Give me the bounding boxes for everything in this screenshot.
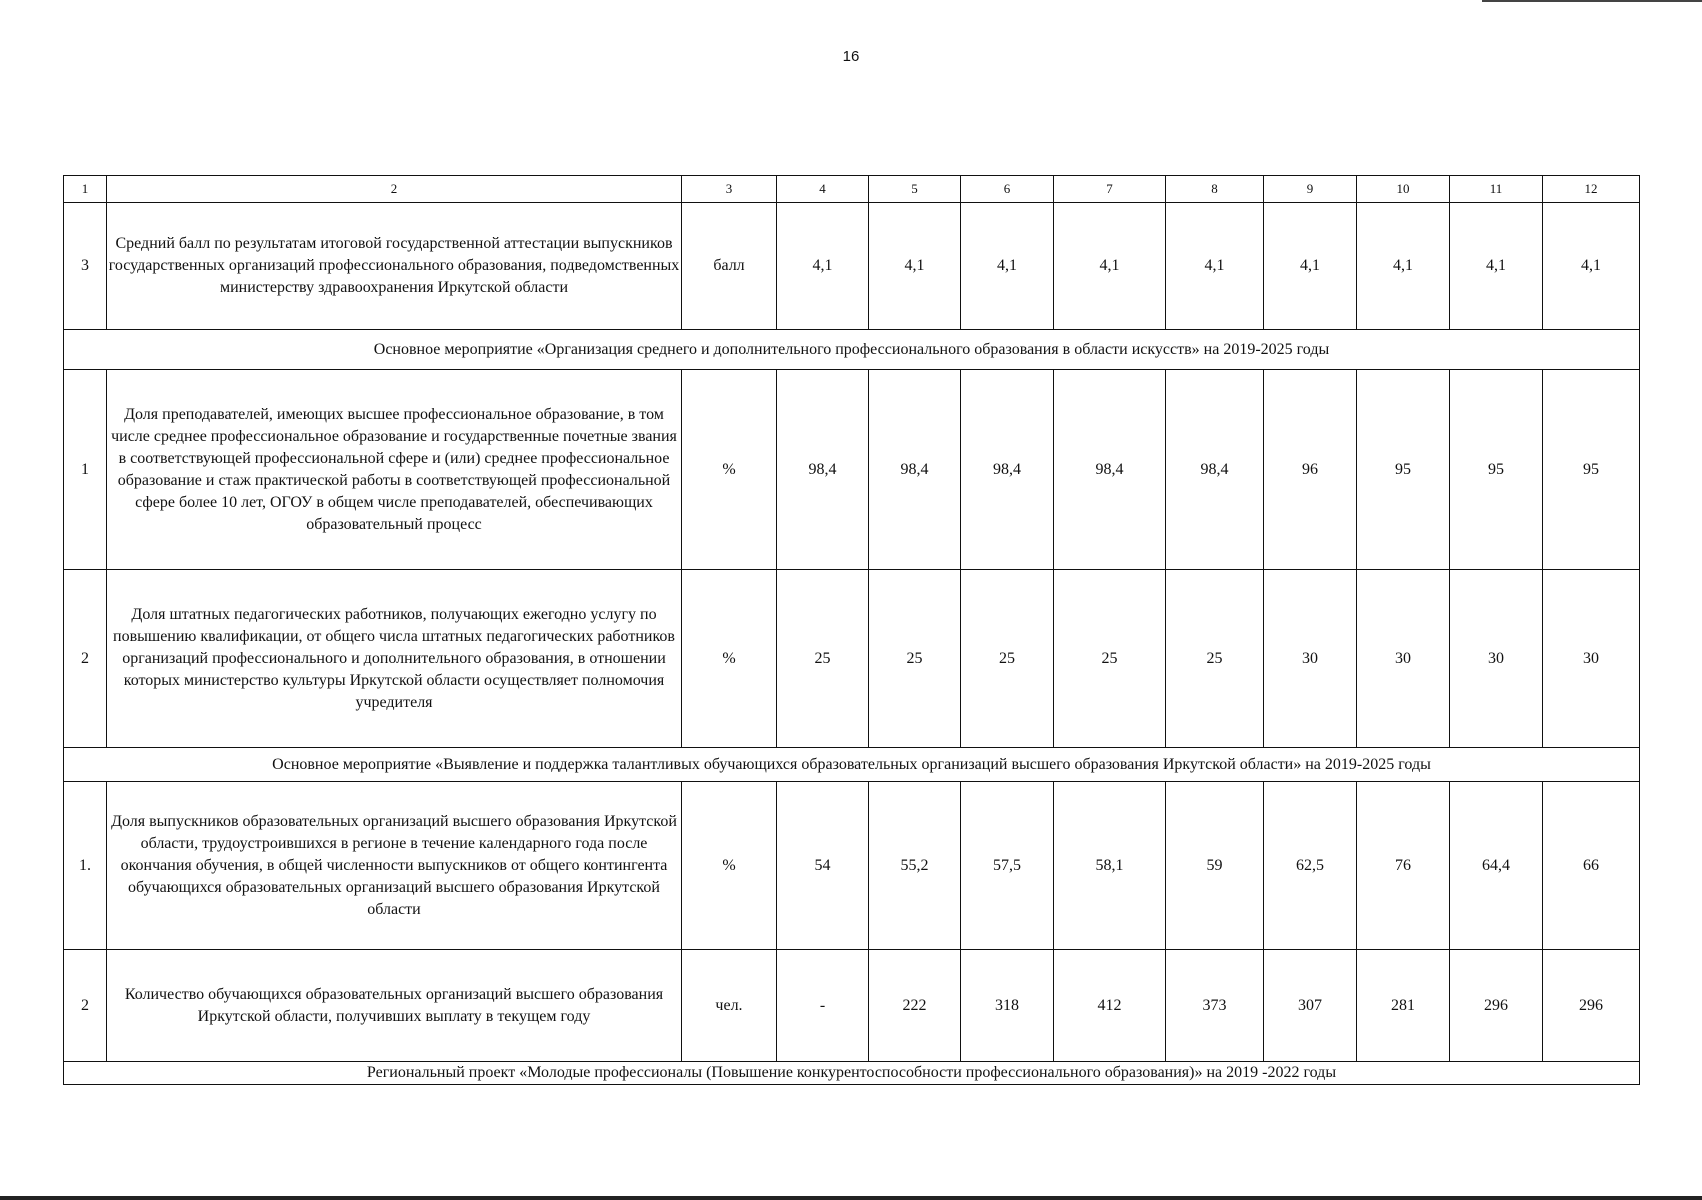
value-cell: 30 [1357, 570, 1450, 748]
value-cell: 54 [777, 782, 869, 950]
header-cell: 11 [1450, 176, 1543, 203]
value-cell: 98,4 [1054, 370, 1166, 570]
row-number: 2 [64, 570, 107, 748]
value-cell: 98,4 [869, 370, 961, 570]
value-cell: 296 [1450, 950, 1543, 1062]
header-cell: 7 [1054, 176, 1166, 203]
indicator-description: Доля выпускников образовательных организаций высшего образования Иркутской области, трудоустроившихся в регионе в течение календарного года после окончания обучения, в общей численности выпускников от общего контингента обучающихся образовательных организаций высшего образования Иркутской области [107, 782, 682, 950]
table-row [64, 782, 1640, 950]
value-cell: 4,1 [1450, 203, 1543, 330]
unit-cell: % [682, 570, 777, 748]
value-cell: 25 [1054, 570, 1166, 748]
header-cell: 9 [1264, 176, 1357, 203]
value-cell: 222 [869, 950, 961, 1062]
table-body [64, 176, 1640, 1085]
value-cell: 76 [1357, 782, 1450, 950]
header-cell: 1 [64, 176, 107, 203]
value-cell: 95 [1450, 370, 1543, 570]
value-cell: 59 [1166, 782, 1264, 950]
table-row [64, 370, 1640, 570]
unit-cell: чел. [682, 950, 777, 1062]
section-row [64, 748, 1640, 782]
header-cell: 6 [961, 176, 1054, 203]
bottom-rule [0, 1196, 1702, 1200]
value-cell: 4,1 [1543, 203, 1640, 330]
indicators-table [63, 175, 1640, 1085]
indicator-description: Доля преподавателей, имеющих высшее профессиональное образование, в том числе среднее профессиональное образование и государственные почетные звания в соответствующей профессиональной сфере и (или) среднее профессиональное образование и стаж практической работы в соответствующей профессиональной сфере более 10 лет, ОГОУ в общем числе преподавателей, обеспечивающих образовательный процесс [107, 370, 682, 570]
value-cell: 95 [1357, 370, 1450, 570]
section-row [64, 330, 1640, 370]
value-cell: - [777, 950, 869, 1062]
header-cell: 8 [1166, 176, 1264, 203]
value-cell: 55,2 [869, 782, 961, 950]
unit-cell: % [682, 370, 777, 570]
header-cell: 12 [1543, 176, 1640, 203]
value-cell: 57,5 [961, 782, 1054, 950]
value-cell: 373 [1166, 950, 1264, 1062]
indicator-description: Доля штатных педагогических работников, получающих ежегодно услугу по повышению квалификации, от общего числа штатных педагогических работников организаций профессионального и дополнительного образования, в отношении которых министерство культуры Иркутской области осуществляет полномочия учредителя [107, 570, 682, 748]
value-cell: 58,1 [1054, 782, 1166, 950]
value-cell: 318 [961, 950, 1054, 1062]
header-row [64, 176, 1640, 203]
table-row [64, 570, 1640, 748]
value-cell: 4,1 [1357, 203, 1450, 330]
value-cell: 62,5 [1264, 782, 1357, 950]
value-cell: 96 [1264, 370, 1357, 570]
value-cell: 4,1 [961, 203, 1054, 330]
header-cell: 4 [777, 176, 869, 203]
page-number: 16 [842, 48, 860, 65]
value-cell: 4,1 [777, 203, 869, 330]
value-cell: 98,4 [777, 370, 869, 570]
value-cell: 281 [1357, 950, 1450, 1062]
row-number: 1. [64, 782, 107, 950]
indicator-description: Количество обучающихся образовательных организаций высшего образования Иркутской области, получивших выплату в текущем году [107, 950, 682, 1062]
value-cell: 98,4 [961, 370, 1054, 570]
value-cell: 25 [869, 570, 961, 748]
value-cell: 4,1 [1166, 203, 1264, 330]
value-cell: 98,4 [1166, 370, 1264, 570]
value-cell: 412 [1054, 950, 1166, 1062]
header-cell: 2 [107, 176, 682, 203]
value-cell: 25 [1166, 570, 1264, 748]
value-cell: 4,1 [1264, 203, 1357, 330]
header-cell: 3 [682, 176, 777, 203]
table-row [64, 203, 1640, 330]
indicator-description: Средний балл по результатам итоговой государственной аттестации выпускников государственных организаций профессионального образования, подведомственных министерству здравоохранения Иркутской области [107, 203, 682, 330]
value-cell: 30 [1264, 570, 1357, 748]
value-cell: 64,4 [1450, 782, 1543, 950]
value-cell: 30 [1450, 570, 1543, 748]
value-cell: 95 [1543, 370, 1640, 570]
row-number: 3 [64, 203, 107, 330]
header-cell: 5 [869, 176, 961, 203]
row-number: 1 [64, 370, 107, 570]
table-row [64, 950, 1640, 1062]
header-cell: 10 [1357, 176, 1450, 203]
value-cell: 25 [961, 570, 1054, 748]
section-title: Основное мероприятие «Организация среднего и дополнительного профессионального образования в области искусств» на 2019-2025 годы [64, 330, 1640, 370]
section-title: Региональный проект «Молодые профессионалы (Повышение конкурентоспособности профессионального образования)» на 2019 -2022 годы [64, 1062, 1640, 1085]
value-cell: 4,1 [869, 203, 961, 330]
value-cell: 66 [1543, 782, 1640, 950]
unit-cell: балл [682, 203, 777, 330]
value-cell: 307 [1264, 950, 1357, 1062]
row-number: 2 [64, 950, 107, 1062]
value-cell: 25 [777, 570, 869, 748]
section-title: Основное мероприятие «Выявление и поддержка талантливых обучающихся образовательных организаций высшего образования Иркутской области» на 2019-2025 годы [64, 748, 1640, 782]
unit-cell: % [682, 782, 777, 950]
top-rule [1482, 0, 1702, 2]
value-cell: 4,1 [1054, 203, 1166, 330]
section-row [64, 1062, 1640, 1085]
value-cell: 30 [1543, 570, 1640, 748]
value-cell: 296 [1543, 950, 1640, 1062]
